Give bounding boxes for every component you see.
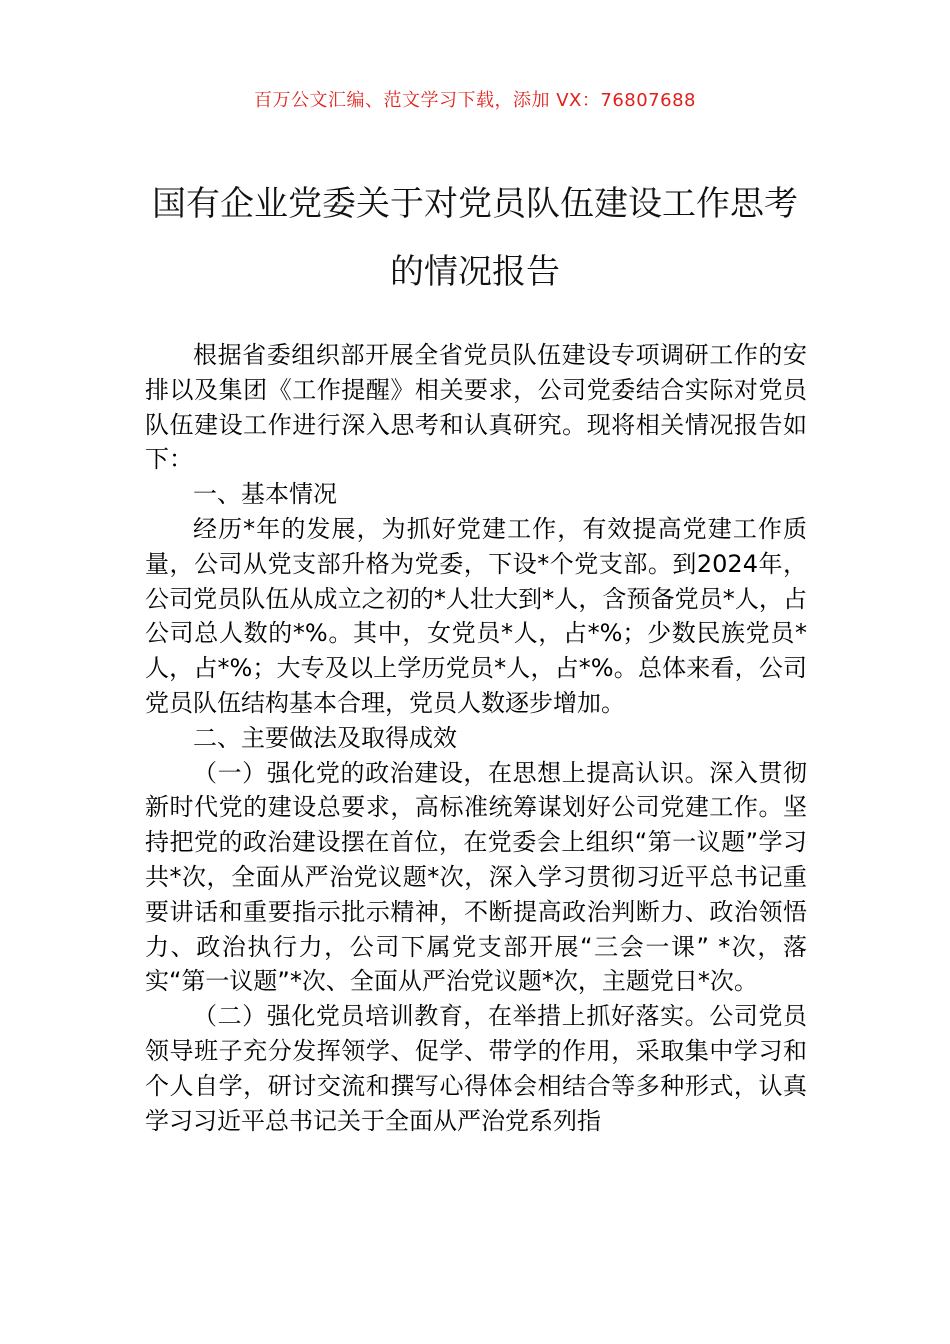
document-title: 国有企业党委关于对党员队伍建设工作思考的情况报告 xyxy=(152,184,798,292)
section-heading-main-practices: 二、主要做法及取得成效 xyxy=(193,723,457,752)
practice-paragraph-2: （二）强化党员培训教育，在举措上抓好落实。公司党员领导班子充分发挥领学、促学、带学的作用，采取集中学习和个人自学，研讨交流和撰写心得体会相结合等多种形式，认真学习习近平总书记关于全面从严治党系列指 xyxy=(145,1002,807,1135)
document-body xyxy=(145,338,807,1138)
basic-situation-paragraph: 经历*年的发展，为抓好党建工作，有效提高党建工作质量，公司从党支部升格为党委，下设*个党支部。到2024年，公司党员队伍从成立之初的*人壮大到*人，含预备党员*人，占公司总人数的*%。其中，女党员*人，占*%；少数民族党员*人，占*%；大专及以上学历党员*人，占*%。总体来看，公司党员队伍结构基本合理，党员人数逐步增加。 xyxy=(145,514,807,717)
header-note: 百万公文汇编、范文学习下载，添加 VX：76807688 xyxy=(254,90,696,111)
section-heading-basic-situation: 一、基本情况 xyxy=(193,480,337,509)
practice-paragraph-1: （一）强化党的政治建设，在思想上提高认识。深入贯彻新时代党的建设总要求，高标准统筹谋划好公司党建工作。坚持把党的政治建设摆在首位，在党委会上组织“第一议题”学习共*次，全面从严治党议题*次，深入学习贯彻习近平总书记重要讲话和重要指示批示精神，不断提高政治判断力、政治领悟力、政治执行力，公司下属党支部开展“三会一课” *次，落实“第一议题”*次、全面从严治党议题*次，主题党日*次。 xyxy=(145,758,807,996)
intro-paragraph: 根据省委组织部开展全省党员队伍建设专项调研工作的安排以及集团《工作提醒》相关要求，公司党委结合实际对党员队伍建设工作进行深入思考和认真研究。现将相关情况报告如下： xyxy=(145,341,807,474)
